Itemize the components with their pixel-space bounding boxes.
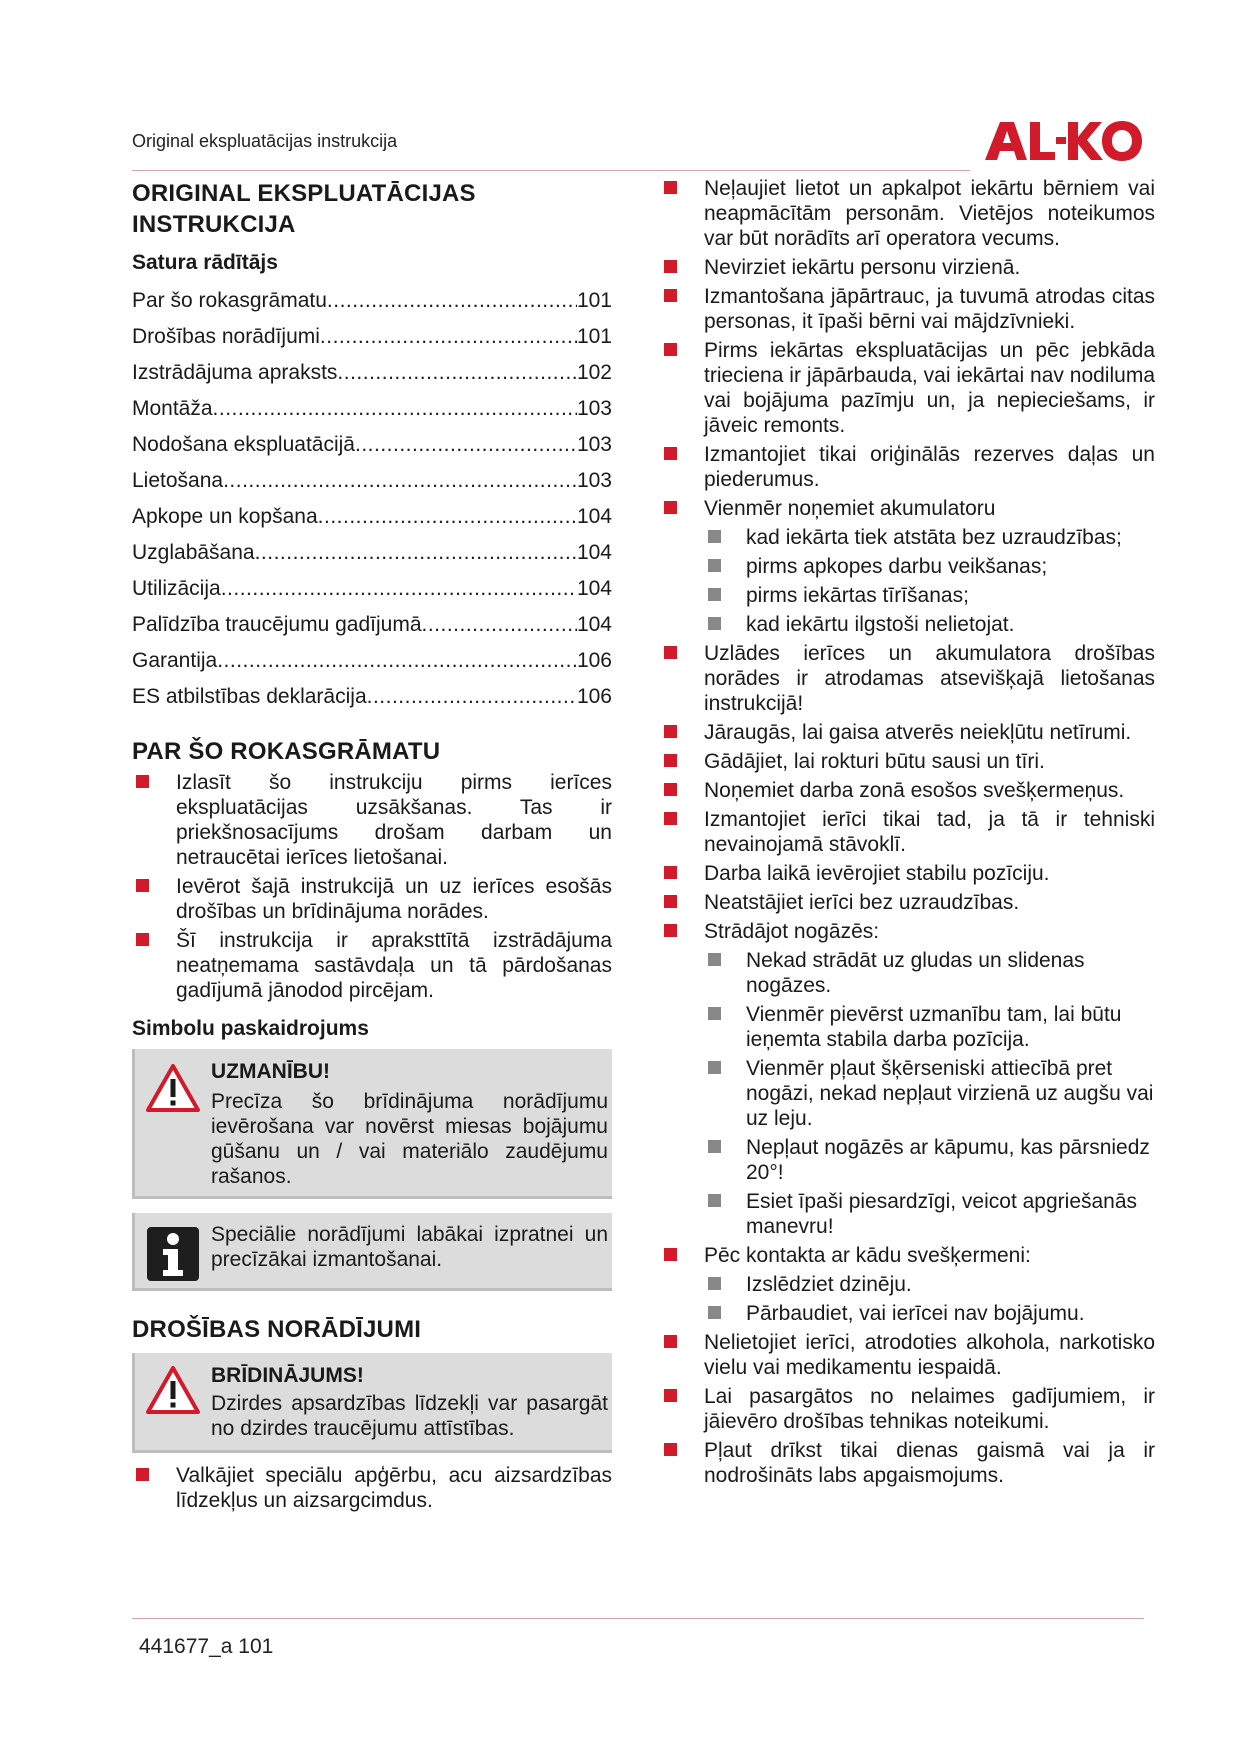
header-rule [132,170,970,171]
toc-entry-title: Par šo rokasgrāmatu [132,289,327,312]
toc-entry[interactable] [132,673,612,709]
list-item-text: Izmantojiet ierīci tikai tad, ja tā ir tehniski nevainojamā stāvoklī. [704,808,1155,856]
list-item [660,442,1155,492]
right-column [660,176,1155,1488]
list-item [660,641,1155,716]
grey-square-bullet-icon [708,1061,721,1074]
red-square-bullet-icon [664,895,677,908]
red-square-bullet-icon [664,1389,677,1402]
toc-entry[interactable] [132,529,612,565]
left-column [132,176,612,1513]
grey-square-bullet-icon [708,1306,721,1319]
caution-title: UZMANĪBU! [211,1060,330,1083]
list-item-text: Vienmēr noņemiet akumulatoru [704,497,996,520]
list-item [660,1330,1155,1380]
list-item-text: Izlasīt šo instrukciju pirms ierīces ekspluatācijas uzsākšanas. Tas ir priekšnosacījums drošam darbam un netraucētai ierīces lietošanai. [176,771,612,869]
about-list [132,770,612,1003]
safety-list [132,1463,612,1513]
red-square-bullet-icon [664,754,677,767]
grey-square-bullet-icon [708,559,721,572]
grey-square-bullet-icon [708,1140,721,1153]
toc-leader-dots [337,361,577,385]
toc-entry[interactable] [132,637,612,673]
toc-entry-page: 101 [576,289,612,312]
toc-entry[interactable] [132,601,612,637]
list-item [660,1384,1155,1434]
toc-leader-dots [213,397,577,421]
sub-list [704,525,1155,637]
grey-square-bullet-icon [708,1277,721,1290]
grey-square-bullet-icon [708,530,721,543]
toc-entry-page: 101 [576,325,612,348]
list-item [660,749,1155,774]
list-item-text: Ievērot šajā instrukcijā un uz ierīces esošās drošības un brīdinājuma norādes. [176,875,612,923]
grey-square-bullet-icon [708,617,721,630]
list-item-text: Pēc kontakta ar kādu svešķermeni: [704,1244,1031,1267]
red-square-bullet-icon [664,181,677,194]
toc-entry-page: 106 [576,685,612,708]
list-item [132,1463,612,1513]
toc-entry-title: Lietošana [132,469,224,492]
toc-leader-dots [223,469,577,493]
toc-leader-dots [221,577,577,601]
list-item [660,1438,1155,1488]
sub-list-item [704,583,1155,608]
list-item [660,720,1155,745]
toc-entry-title: Uzglabāšana [132,541,255,564]
sub-list-item-text: pirms apkopes darbu veikšanas; [746,555,1048,578]
list-item-text: Lai pasargātos no nelaimes gadījumiem, ir jāievēro drošības tehnikas noteikumi. [704,1385,1155,1433]
red-square-bullet-icon [664,725,677,738]
sub-list-item [704,1272,1155,1297]
toc-entry[interactable] [132,349,612,385]
toc-entry-title: Drošības norādījumi [132,325,320,348]
toc-entry-page: 104 [576,505,612,528]
toc-entry-page: 104 [576,541,612,564]
toc-entry-title: Izstrādājuma apraksts [132,361,338,384]
red-square-bullet-icon [136,1468,149,1481]
list-item-text: Strādājot nogāzēs: [704,920,880,943]
red-square-bullet-icon [664,447,677,460]
toc-entry-page: 104 [576,577,612,600]
red-square-bullet-icon [136,933,149,946]
sub-list-item [704,612,1155,637]
info-box [132,1213,612,1291]
list-item-text: Nevirziet iekārtu personu virzienā. [704,256,1021,279]
toc-entry-page: 103 [576,469,612,492]
list-item-text: Izmantojiet tikai oriģinālās rezerves daļas un piederumus. [704,443,1155,491]
list-item [660,890,1155,915]
info-icon [145,1225,201,1283]
table-of-contents [132,277,612,709]
sub-list-item-text: pirms iekārtas tīrīšanas; [746,584,969,607]
list-item-text: Pirms iekārtas ekspluatācijas un pēc jebkāda trieciena ir jāpārbauda, vai iekārtai nav nodiluma vai bojājuma pazīmju un, ja nepieciešams, ir jāveic remonts. [704,339,1155,437]
sub-list-item [704,1189,1155,1239]
red-square-bullet-icon [664,866,677,879]
toc-entry-title: Nodošana ekspluatācijā [132,433,355,456]
grey-square-bullet-icon [708,1194,721,1207]
toc-leader-dots [320,325,577,349]
red-square-bullet-icon [664,1443,677,1456]
red-square-bullet-icon [664,1335,677,1348]
toc-entry-title: Garantija [132,649,218,672]
red-square-bullet-icon [664,260,677,273]
list-item-text: Jāraugās, lai gaisa atverēs neiekļūtu netīrumi. [704,721,1132,744]
list-item [660,1243,1155,1326]
red-square-bullet-icon [664,289,677,302]
sub-list-item-text: Izslēdziet dzinēju. [746,1273,912,1296]
toc-entry-page: 102 [576,361,612,384]
warning-text: Dzirdes apsardzības līdzekļi var pasargāt no dzirdes traucējumu attīstības. [211,1392,608,1440]
safety-instructions-list [660,176,1155,1488]
toc-entry[interactable] [132,313,612,349]
sub-list-item-text: kad iekārta tiek atstāta bez uzraudzības; [746,526,1122,549]
toc-leader-dots [367,685,577,709]
toc-leader-dots [327,289,577,313]
list-item [660,807,1155,857]
sub-list-item [704,554,1155,579]
toc-entry[interactable] [132,565,612,601]
info-text: Speciālie norādījumi labākai izpratnei un precīzākai izmantošanai. [211,1223,608,1271]
footer-page-code: 441677_a 101 [139,1635,274,1658]
list-item [660,496,1155,637]
sub-list-item-text: Pārbaudiet, vai ierīcei nav bojājumu. [746,1302,1085,1325]
main-heading: ORIGINAL EKSPLUATĀCIJAS INSTRUKCIJA [132,180,476,238]
list-item [132,928,612,1003]
toc-entry[interactable] [132,385,612,421]
toc-entry-title: Apkope un kopšana [132,505,318,528]
warning-triangle-icon [145,1063,201,1113]
document-header-title: Original ekspluatācijas instrukcija [132,131,398,151]
red-square-bullet-icon [664,501,677,514]
grey-square-bullet-icon [708,1007,721,1020]
toc-leader-dots [255,541,577,565]
toc-leader-dots [217,649,577,673]
sub-list-item-text: Esiet īpaši piesardzīgi, veicot apgriešanās manevru! [746,1190,1138,1238]
caution-text: Precīza šo brīdinājuma norādījumu ievērošana var novērst miesas bojājumu gūšanu un / vai materiālo zaudējumu rašanos. [211,1090,608,1188]
red-square-bullet-icon [664,812,677,825]
list-item-text: Šī instrukcija ir apraksttītā izstrādājuma neatņemama sastāvdaļa un tā pārdošanas gadījumā jānodod pircējam. [176,929,612,1002]
alko-logo [983,116,1143,166]
list-item [132,874,612,924]
toc-leader-dots [422,613,577,637]
toc-entry[interactable] [132,277,612,313]
list-item [660,919,1155,1239]
red-square-bullet-icon [664,924,677,937]
sub-list-item-text: Nekad strādāt uz gludas un slidenas nogāzes. [746,949,1085,997]
list-item [660,338,1155,438]
list-item-text: Izmantošana jāpārtrauc, ja tuvumā atrodas citas personas, it īpaši bērni vai mājdzīvnieki. [704,285,1155,333]
grey-square-bullet-icon [708,953,721,966]
list-item [660,255,1155,280]
list-item-text: Uzlādes ierīces un akumulatora drošības norādes ir atrodamas atsevišķajā lietošanas instrukcijā! [704,642,1155,715]
sub-list-item [704,525,1155,550]
toc-entry-page: 103 [576,397,612,420]
list-item-text: Pļaut drīkst tikai dienas gaismā vai ja ir nodrošināts labs apgaismojums. [704,1439,1155,1487]
caution-box [132,1049,612,1199]
list-item-text: Darba laikā ievērojiet stabilu pozīciju. [704,862,1050,885]
toc-entry[interactable] [132,421,612,457]
sub-list-item-text: Vienmēr pļaut šķērseniski attiecībā pret nogāzi, nekad nepļaut virzienā uz augšu vai uz leju. [746,1057,1154,1130]
list-item-text: Neļaujiet lietot un apkalpot iekārtu bērniem vai neapmācītām personām. Vietējos noteikumos var būt norādīts arī operatora vecums. [704,177,1155,250]
red-square-bullet-icon [664,343,677,356]
warning-triangle-icon [145,1365,201,1415]
list-item [660,284,1155,334]
list-item [660,176,1155,251]
list-item [660,778,1155,803]
list-item-text: Nelietojiet ierīci, atrodoties alkohola, narkotisko vielu vai medikamentu iespaidā. [704,1331,1155,1379]
toc-leader-dots [355,433,577,457]
sub-list [704,1272,1155,1326]
toc-entry-page: 106 [576,649,612,672]
toc-heading: Satura rādītājs [132,251,278,274]
toc-entry-page: 103 [576,433,612,456]
toc-entry[interactable] [132,457,612,493]
sub-list [704,948,1155,1239]
red-square-bullet-icon [664,1248,677,1261]
symbols-heading: Simbolu paskaidrojums [132,1017,369,1040]
toc-entry-title: Montāža [132,397,213,420]
toc-entry[interactable] [132,493,612,529]
list-item-text: Noņemiet darba zonā esošos svešķermeņus. [704,779,1125,802]
toc-leader-dots [318,505,577,529]
about-heading: PAR ŠO ROKASGRĀMATU [132,738,441,765]
red-square-bullet-icon [136,775,149,788]
toc-entry-title: Utilizācija [132,577,221,600]
warning-box [132,1353,612,1453]
toc-entry-page: 104 [576,613,612,636]
sub-list-item [704,1301,1155,1326]
toc-entry-title: Palīdzība traucējumu gadījumā [132,613,422,636]
list-item-text: Gādājiet, lai rokturi būtu sausi un tīri. [704,750,1045,773]
toc-entry-title: ES atbilstības deklarācija [132,685,367,708]
warning-title: BRĪDINĀJUMS! [211,1364,364,1387]
sub-list-item [704,1002,1155,1052]
sub-list-item-text: Vienmēr pievērst uzmanību tam, lai būtu ieņemta stabila darba pozīcija. [746,1003,1122,1051]
sub-list-item-text: kad iekārtu ilgstoši nelietojat. [746,613,1015,636]
sub-list-item [704,1056,1155,1131]
list-item-text: Valkājiet speciālu apģērbu, acu aizsardzības līdzekļus un aizsargcimdus. [176,1464,612,1512]
red-square-bullet-icon [136,879,149,892]
red-square-bullet-icon [664,646,677,659]
sub-list-item [704,948,1155,998]
safety-heading: DROŠĪBAS NORĀDĪJUMI [132,1316,422,1343]
sub-list-item [704,1135,1155,1185]
grey-square-bullet-icon [708,588,721,601]
list-item-text: Neatstājiet ierīci bez uzraudzības. [704,891,1020,914]
list-item [132,770,612,870]
list-item [660,861,1155,886]
red-square-bullet-icon [664,783,677,796]
footer-rule [132,1618,1144,1619]
sub-list-item-text: Nepļaut nogāzēs ar kāpumu, kas pārsniedz 20°! [746,1136,1150,1184]
